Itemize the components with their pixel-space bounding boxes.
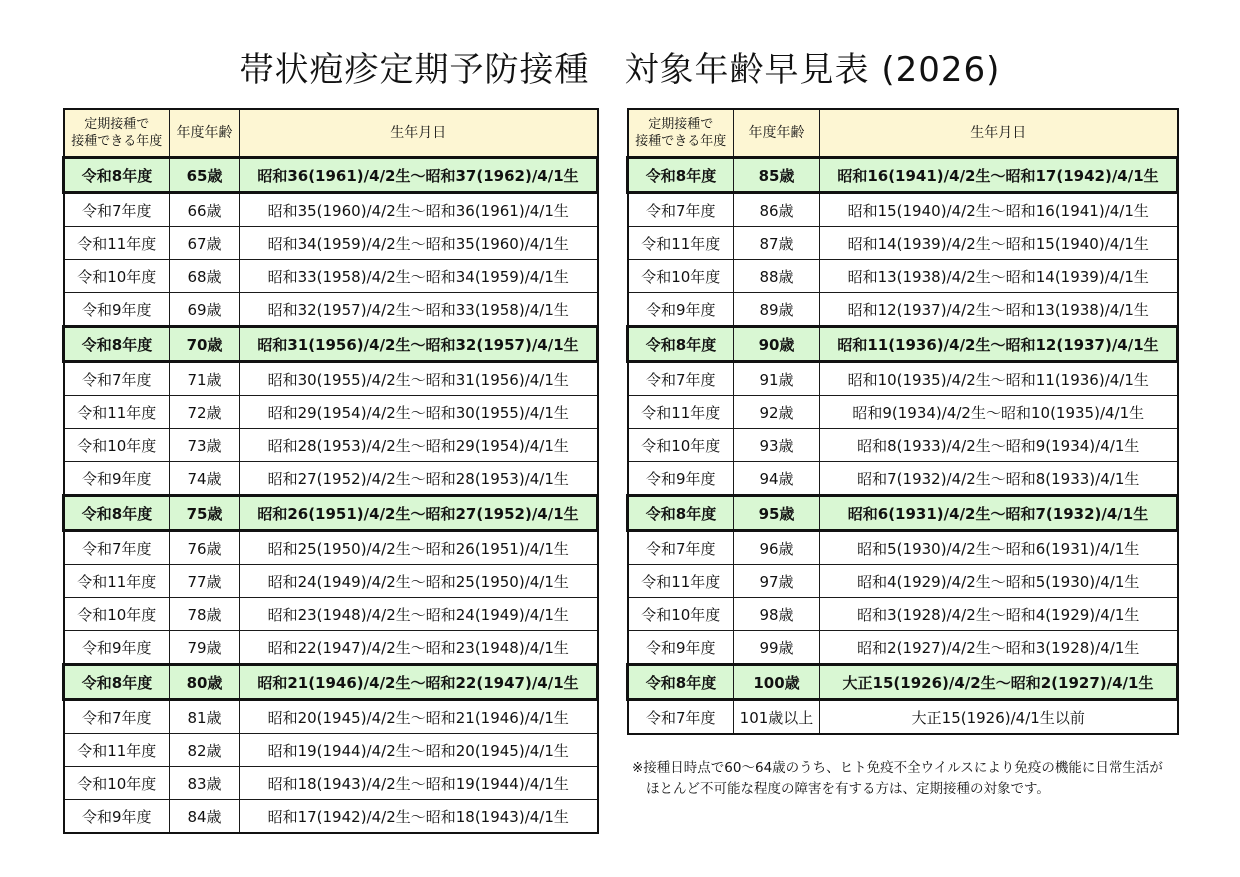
cell-age: 97歳 bbox=[734, 565, 820, 598]
table-row bbox=[628, 462, 1178, 496]
header-fiscal-year bbox=[628, 109, 734, 158]
cell-age: 77歳 bbox=[170, 565, 240, 598]
cell-fiscal-year: 令和8年度 bbox=[64, 158, 170, 193]
cell-fiscal-year: 令和8年度 bbox=[64, 665, 170, 700]
table-row bbox=[628, 396, 1178, 429]
cell-fiscal-year: 令和11年度 bbox=[628, 565, 734, 598]
table-row bbox=[64, 734, 598, 767]
cell-age: 100歳 bbox=[734, 665, 820, 700]
cell-fiscal-year: 令和9年度 bbox=[628, 631, 734, 665]
cell-age: 78歳 bbox=[170, 598, 240, 631]
table-row bbox=[64, 767, 598, 800]
cell-birth-range: 昭和35(1960)/4/2生～昭和36(1961)/4/1生 bbox=[240, 193, 598, 227]
cell-age: 87歳 bbox=[734, 227, 820, 260]
cell-fiscal-year: 令和11年度 bbox=[64, 734, 170, 767]
cell-age: 90歳 bbox=[734, 327, 820, 362]
cell-birth-range: 昭和29(1954)/4/2生～昭和30(1955)/4/1生 bbox=[240, 396, 598, 429]
table-row bbox=[64, 396, 598, 429]
table-row bbox=[628, 327, 1178, 362]
cell-birth-range: 昭和17(1942)/4/2生～昭和18(1943)/4/1生 bbox=[240, 800, 598, 834]
footnote-line1: ※接種日時点で60～64歳のうち、ヒト免疫不全ウイルスにより免疫の機能に日常生活が bbox=[632, 760, 1163, 776]
cell-age: 91歳 bbox=[734, 362, 820, 396]
cell-birth-range: 昭和24(1949)/4/2生～昭和25(1950)/4/1生 bbox=[240, 565, 598, 598]
table-row bbox=[628, 158, 1178, 193]
cell-age: 67歳 bbox=[170, 227, 240, 260]
cell-age: 96歳 bbox=[734, 531, 820, 565]
cell-birth-range: 昭和15(1940)/4/2生～昭和16(1941)/4/1生 bbox=[820, 193, 1178, 227]
cell-fiscal-year: 令和7年度 bbox=[628, 193, 734, 227]
cell-birth-range: 昭和27(1952)/4/2生～昭和28(1953)/4/1生 bbox=[240, 462, 598, 496]
table-row bbox=[64, 565, 598, 598]
cell-fiscal-year: 令和11年度 bbox=[64, 396, 170, 429]
page-title: 帯状疱疹定期予防接種 対象年齢早見表 (2026) bbox=[239, 50, 1001, 90]
cell-fiscal-year: 令和9年度 bbox=[628, 293, 734, 327]
cell-age: 86歳 bbox=[734, 193, 820, 227]
table-row bbox=[64, 362, 598, 396]
cell-fiscal-year: 令和9年度 bbox=[64, 293, 170, 327]
table-row bbox=[628, 260, 1178, 293]
cell-fiscal-year: 令和9年度 bbox=[64, 800, 170, 834]
cell-birth-range: 昭和13(1938)/4/2生～昭和14(1939)/4/1生 bbox=[820, 260, 1178, 293]
cell-birth-range: 昭和34(1959)/4/2生～昭和35(1960)/4/1生 bbox=[240, 227, 598, 260]
cell-age: 92歳 bbox=[734, 396, 820, 429]
table-row bbox=[64, 227, 598, 260]
table-row bbox=[64, 293, 598, 327]
cell-birth-range: 昭和9(1934)/4/2生～昭和10(1935)/4/1生 bbox=[820, 396, 1178, 429]
table-header-row bbox=[64, 109, 598, 158]
cell-birth-range: 昭和30(1955)/4/2生～昭和31(1956)/4/1生 bbox=[240, 362, 598, 396]
table-row bbox=[64, 496, 598, 531]
table-row bbox=[64, 327, 598, 362]
table-row bbox=[628, 496, 1178, 531]
age-table-left bbox=[62, 108, 599, 834]
cell-birth-range: 昭和18(1943)/4/2生～昭和19(1944)/4/1生 bbox=[240, 767, 598, 800]
header-fiscal-year-line2: 接種できる年度 bbox=[635, 134, 727, 149]
cell-age: 95歳 bbox=[734, 496, 820, 531]
cell-birth-range: 昭和23(1948)/4/2生～昭和24(1949)/4/1生 bbox=[240, 598, 598, 631]
cell-birth-range: 昭和3(1928)/4/2生～昭和4(1929)/4/1生 bbox=[820, 598, 1178, 631]
cell-age: 80歳 bbox=[170, 665, 240, 700]
cell-age: 65歳 bbox=[170, 158, 240, 193]
cell-birth-range: 昭和12(1937)/4/2生～昭和13(1938)/4/1生 bbox=[820, 293, 1178, 327]
cell-age: 99歳 bbox=[734, 631, 820, 665]
cell-fiscal-year: 令和7年度 bbox=[64, 531, 170, 565]
cell-fiscal-year: 令和11年度 bbox=[628, 227, 734, 260]
cell-fiscal-year: 令和7年度 bbox=[64, 700, 170, 734]
cell-age: 98歳 bbox=[734, 598, 820, 631]
cell-fiscal-year: 令和7年度 bbox=[64, 193, 170, 227]
header-fiscal-year bbox=[64, 109, 170, 158]
cell-age: 69歳 bbox=[170, 293, 240, 327]
cell-age: 74歳 bbox=[170, 462, 240, 496]
cell-age: 76歳 bbox=[170, 531, 240, 565]
cell-birth-range: 昭和22(1947)/4/2生～昭和23(1948)/4/1生 bbox=[240, 631, 598, 665]
cell-birth-range: 昭和14(1939)/4/2生～昭和15(1940)/4/1生 bbox=[820, 227, 1178, 260]
cell-age: 73歳 bbox=[170, 429, 240, 462]
cell-birth-range: 昭和32(1957)/4/2生～昭和33(1958)/4/1生 bbox=[240, 293, 598, 327]
cell-birth-range: 昭和28(1953)/4/2生～昭和29(1954)/4/1生 bbox=[240, 429, 598, 462]
cell-age: 81歳 bbox=[170, 700, 240, 734]
cell-birth-range: 昭和4(1929)/4/2生～昭和5(1930)/4/1生 bbox=[820, 565, 1178, 598]
cell-fiscal-year: 令和7年度 bbox=[628, 531, 734, 565]
cell-birth-range: 昭和8(1933)/4/2生～昭和9(1934)/4/1生 bbox=[820, 429, 1178, 462]
cell-fiscal-year: 令和10年度 bbox=[628, 429, 734, 462]
cell-birth-range: 昭和16(1941)/4/2生～昭和17(1942)/4/1生 bbox=[820, 158, 1178, 193]
table-row bbox=[64, 260, 598, 293]
table-row bbox=[628, 227, 1178, 260]
table-row bbox=[64, 193, 598, 227]
header-age: 年度年齢 bbox=[170, 109, 240, 158]
cell-birth-range: 昭和11(1936)/4/2生～昭和12(1937)/4/1生 bbox=[820, 327, 1178, 362]
cell-age: 68歳 bbox=[170, 260, 240, 293]
cell-birth-range: 昭和19(1944)/4/2生～昭和20(1945)/4/1生 bbox=[240, 734, 598, 767]
cell-fiscal-year: 令和9年度 bbox=[628, 462, 734, 496]
table-row bbox=[64, 158, 598, 193]
table-row bbox=[64, 700, 598, 734]
table-row bbox=[64, 531, 598, 565]
cell-age: 83歳 bbox=[170, 767, 240, 800]
cell-age: 101歳以上 bbox=[734, 700, 820, 735]
cell-age: 85歳 bbox=[734, 158, 820, 193]
cell-birth-range: 昭和36(1961)/4/2生～昭和37(1962)/4/1生 bbox=[240, 158, 598, 193]
cell-birth-range: 昭和5(1930)/4/2生～昭和6(1931)/4/1生 bbox=[820, 531, 1178, 565]
cell-age: 79歳 bbox=[170, 631, 240, 665]
cell-fiscal-year: 令和7年度 bbox=[628, 362, 734, 396]
cell-age: 82歳 bbox=[170, 734, 240, 767]
table-row bbox=[64, 598, 598, 631]
table-row bbox=[628, 565, 1178, 598]
cell-birth-range: 昭和31(1956)/4/2生～昭和32(1957)/4/1生 bbox=[240, 327, 598, 362]
table-row bbox=[628, 293, 1178, 327]
footnote bbox=[632, 758, 1192, 800]
cell-birth-range: 大正15(1926)/4/2生～昭和2(1927)/4/1生 bbox=[820, 665, 1178, 700]
cell-birth-range: 昭和26(1951)/4/2生～昭和27(1952)/4/1生 bbox=[240, 496, 598, 531]
table-row bbox=[628, 531, 1178, 565]
table-row bbox=[64, 631, 598, 665]
cell-age: 75歳 bbox=[170, 496, 240, 531]
cell-age: 70歳 bbox=[170, 327, 240, 362]
cell-fiscal-year: 令和10年度 bbox=[64, 429, 170, 462]
table-row bbox=[64, 462, 598, 496]
cell-birth-range: 昭和25(1950)/4/2生～昭和26(1951)/4/1生 bbox=[240, 531, 598, 565]
table-row bbox=[628, 429, 1178, 462]
age-table-right bbox=[626, 108, 1179, 735]
cell-fiscal-year: 令和11年度 bbox=[64, 227, 170, 260]
cell-age: 88歳 bbox=[734, 260, 820, 293]
table-row bbox=[64, 800, 598, 834]
table-row bbox=[628, 362, 1178, 396]
cell-birth-range: 昭和21(1946)/4/2生～昭和22(1947)/4/1生 bbox=[240, 665, 598, 700]
table-body-right bbox=[628, 158, 1178, 735]
cell-fiscal-year: 令和10年度 bbox=[628, 598, 734, 631]
cell-birth-range: 昭和33(1958)/4/2生～昭和34(1959)/4/1生 bbox=[240, 260, 598, 293]
cell-fiscal-year: 令和10年度 bbox=[64, 260, 170, 293]
table-row bbox=[628, 665, 1178, 700]
cell-fiscal-year: 令和11年度 bbox=[64, 565, 170, 598]
table-row bbox=[64, 665, 598, 700]
header-birth: 生年月日 bbox=[820, 109, 1178, 158]
cell-birth-range: 昭和6(1931)/4/2生～昭和7(1932)/4/1生 bbox=[820, 496, 1178, 531]
table-row bbox=[628, 193, 1178, 227]
cell-fiscal-year: 令和10年度 bbox=[628, 260, 734, 293]
cell-birth-range: 昭和20(1945)/4/2生～昭和21(1946)/4/1生 bbox=[240, 700, 598, 734]
header-birth: 生年月日 bbox=[240, 109, 598, 158]
table-body-left bbox=[64, 158, 598, 834]
cell-fiscal-year: 令和9年度 bbox=[64, 462, 170, 496]
table-row bbox=[628, 631, 1178, 665]
header-fiscal-year-line1: 定期接種で bbox=[648, 117, 714, 132]
table-header-row bbox=[628, 109, 1178, 158]
table-row bbox=[628, 598, 1178, 631]
cell-fiscal-year: 令和8年度 bbox=[628, 327, 734, 362]
cell-fiscal-year: 令和7年度 bbox=[64, 362, 170, 396]
cell-age: 94歳 bbox=[734, 462, 820, 496]
cell-fiscal-year: 令和8年度 bbox=[64, 496, 170, 531]
table-row bbox=[64, 429, 598, 462]
cell-age: 84歳 bbox=[170, 800, 240, 834]
header-fiscal-year-line2: 接種できる年度 bbox=[71, 134, 163, 149]
cell-fiscal-year: 令和9年度 bbox=[64, 631, 170, 665]
cell-age: 93歳 bbox=[734, 429, 820, 462]
cell-fiscal-year: 令和8年度 bbox=[64, 327, 170, 362]
cell-fiscal-year: 令和10年度 bbox=[64, 598, 170, 631]
table-row bbox=[628, 700, 1178, 735]
cell-fiscal-year: 令和8年度 bbox=[628, 496, 734, 531]
footnote-line2: ほとんど不可能な程度の障害を有する方は、定期接種の対象です。 bbox=[646, 781, 1050, 797]
cell-birth-range: 昭和10(1935)/4/2生～昭和11(1936)/4/1生 bbox=[820, 362, 1178, 396]
cell-fiscal-year: 令和10年度 bbox=[64, 767, 170, 800]
cell-fiscal-year: 令和8年度 bbox=[628, 158, 734, 193]
cell-fiscal-year: 令和8年度 bbox=[628, 665, 734, 700]
cell-birth-range: 昭和2(1927)/4/2生～昭和3(1928)/4/1生 bbox=[820, 631, 1178, 665]
cell-fiscal-year: 令和7年度 bbox=[628, 700, 734, 735]
cell-age: 66歳 bbox=[170, 193, 240, 227]
cell-age: 89歳 bbox=[734, 293, 820, 327]
cell-age: 71歳 bbox=[170, 362, 240, 396]
header-age: 年度年齢 bbox=[734, 109, 820, 158]
cell-birth-range: 昭和7(1932)/4/2生～昭和8(1933)/4/1生 bbox=[820, 462, 1178, 496]
cell-birth-range: 大正15(1926)/4/1生以前 bbox=[820, 700, 1178, 735]
header-fiscal-year-line1: 定期接種で bbox=[84, 117, 150, 132]
cell-age: 72歳 bbox=[170, 396, 240, 429]
cell-fiscal-year: 令和11年度 bbox=[628, 396, 734, 429]
